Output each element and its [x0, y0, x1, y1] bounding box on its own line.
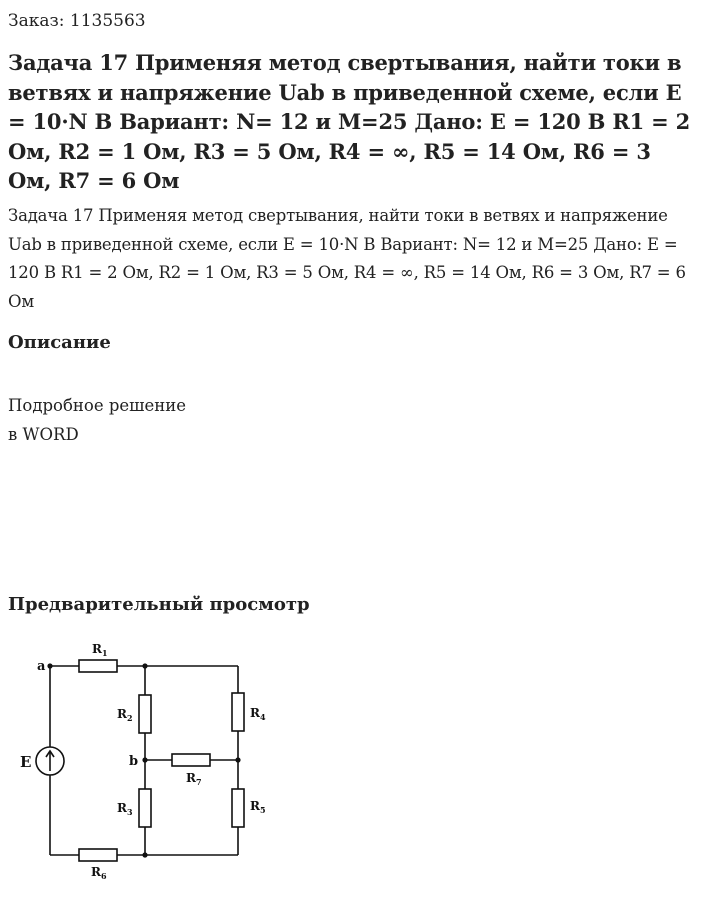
resistor-r4 [232, 693, 244, 731]
junction-top-mid [142, 663, 147, 668]
description-line-2: в WORD [8, 425, 79, 444]
label-r6: $R_6$ [91, 865, 107, 881]
preview-heading: Предварительный просмотр [8, 594, 310, 615]
label-r3: $R_3$ [117, 801, 133, 817]
label-r1: $R_1$ [92, 642, 108, 658]
label-r2: $R_2$ [117, 707, 133, 723]
label-r4: $R_4$ [250, 706, 266, 722]
page-title: Задача 17 Применяя метод свертывания, найти токи в ветвях и напряжение Uab в приведенной схеме, если E = 10·N B Вариант: N= 12 и M=25 Дано: E = 120 В R1 = 2 Ом, R2 = 1 Ом, R3 = 5 Ом, R4 = ∞, R5 = 14 Ом, R6 = 3 Ом, R7 = 6 Ом [8, 50, 691, 193]
label-r5: $R_5$ [250, 799, 266, 815]
resistor-r6 [79, 849, 117, 861]
order-number: Заказ: 1135563 [8, 11, 146, 31]
circuit-diagram [15, 640, 275, 890]
label-r7: $R_7$ [186, 771, 202, 787]
resistor-r2 [139, 695, 151, 733]
node-b-dot [142, 757, 147, 762]
junction-right-mid [235, 757, 240, 762]
junction-bottom-mid [142, 852, 147, 857]
node-a-label: a [37, 659, 46, 674]
node-b-label: b [129, 754, 139, 769]
resistor-r5 [232, 789, 244, 827]
resistor-r3 [139, 789, 151, 827]
source-label: E [20, 753, 32, 771]
node-a-dot [47, 663, 52, 668]
resistor-r7 [172, 754, 210, 766]
description-heading: Описание [8, 332, 111, 353]
description-line-1: Подробное решение [8, 396, 187, 415]
task-summary: Задача 17 Применяя метод свертывания, найти токи в ветвях и напряжение Uab в приведенной схеме, если E = 10·N B Вариант: N= 12 и M=25 Дано: E = 120 В R1 = 2 Ом, R2 = 1 Ом, R3 = 5 Ом, R4 = ∞, R5 = 14 Ом, R6 = 3 Ом, R7 = 6 Ом [8, 206, 686, 311]
resistor-r1 [79, 660, 117, 672]
